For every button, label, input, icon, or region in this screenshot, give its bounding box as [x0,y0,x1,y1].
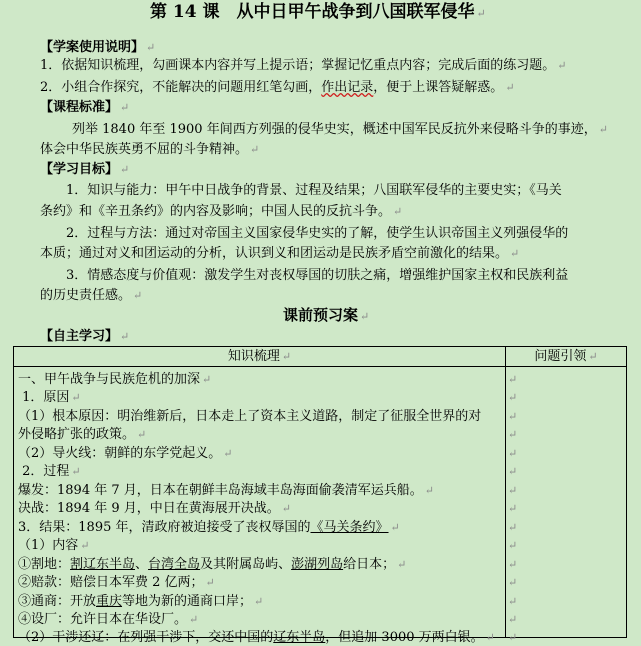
list-item: （1）根本原因：明治维新后，日本走上了资本主义道路，制定了征服全世界的对 [18,409,482,424]
list-item: ③通商：开放重庆等地为新的通商口岸； ↵ [18,594,264,609]
paragraph-mark: ↵ [508,502,518,515]
self-study-header: 【自主学习】 ↵ [40,329,130,344]
paragraph-mark: ↵ [508,613,518,626]
list-item: 3．结果：1895 年，清政府被迫接受了丧权辱国的《马关条约》 ↵ [18,520,400,535]
lesson-title: 第 14 课 从中日甲午战争到八国联军侵华 ↵ [150,2,486,22]
usage-item-2: 2．小组合作探究，不能解决的问题用红笔勾画，作出记录，便于上课答疑解惑。 ↵ [40,80,515,95]
goals-header: 【学习目标】 ↵ [40,162,130,177]
table-row [14,367,627,638]
list-item: 爆发：1894 年 7 月，日本在朝鲜丰岛海域丰岛海面偷袭清军运兵船。 ↵ [18,483,434,498]
list-item: 2．过程 ↵ [22,464,81,479]
col-header-questions: 问题引领 ↵ [506,347,627,367]
knowledge-cell [14,367,506,645]
standard-text-2: 体会中华民族英勇不屈的斗争精神。 ↵ [40,142,260,157]
list-item: 一、甲午战争与民族危机的加深 ↵ [18,372,212,387]
list-item: 决战：1894 年 9 月，中日在黄海展开决战。 ↵ [18,501,291,516]
list-item: ①割地：割辽东半岛、台湾全岛及其附属岛屿、澎湖列岛给日本； ↵ [18,557,407,572]
paragraph-mark: ↵ [508,576,518,589]
questions-cell [506,367,627,644]
goal-1-line-2: 条约》和《辛丑条约》的内容及影响；中国人民的反抗斗争。 ↵ [40,204,403,219]
paragraph-mark: ↵ [508,521,518,534]
list-item: 1．原因 ↵ [22,390,81,405]
paragraph-mark: ↵ [508,373,518,386]
standard-header: 【课程标准】 ↵ [40,100,130,115]
usage-header: 【学案使用说明】 ↵ [40,40,156,55]
paragraph-mark: ↵ [508,391,518,404]
list-item: （1）内容 ↵ [18,538,90,553]
paragraph-mark: ↵ [508,484,518,497]
list-item: ②赔款：赔偿日本军费 2 亿两； ↵ [18,575,215,590]
goal-3-line-2: 的历史责任感。 ↵ [40,288,143,303]
list-item: 外侵略扩张的政策。 ↵ [18,427,147,442]
goal-3-line-1: 3．情感态度与价值观：激发学生对丧权辱国的切肤之痛，增强维护国家主权和民族利益 [66,268,569,283]
standard-text-1: 列举 1840 年至 1900 年间西方列强的侵华史实，概述中国军民反抗外来侵略斗争的事迹， ↵ [72,122,608,137]
paragraph-mark: ↵ [508,410,518,423]
paragraph-mark: ↵ [508,631,518,644]
paragraph-mark: ↵ [508,539,518,552]
list-item: ④设厂：允许日本在华设厂。 ↵ [18,612,199,627]
paragraph-mark: ↵ [508,447,518,460]
preview-title: 课前预习案 ↵ [283,306,370,324]
table-header-row [14,347,627,367]
goal-2-line-1: 2．过程与方法：通过对帝国主义国家侵华史实的了解，使学生认识帝国主义列强侵华的 [66,226,569,241]
list-item: （2）导火线：朝鲜的东学党起义。 ↵ [18,446,233,461]
paragraph-mark: ↵ [508,595,518,608]
paragraph-mark: ↵ [508,558,518,571]
usage-item-1: 1．依据知识梳理，勾画课本内容并写上提示语；掌握记忆重点内容；完成后面的练习题。 ↵ [40,58,567,73]
list-item: （2）干涉还辽：在列强干涉下，交还中国的辽东半岛，但追加 3000 万两白银。 ↵ [18,630,495,645]
goal-2-line-2: 本质；通过对义和团运动的分析，认识到义和团运动是民族矛盾空前激化的结果。 ↵ [40,246,520,261]
goal-1-line-1: 1．知识与能力：甲午中日战争的背景、过程及结果；八国联军侵华的主要史实；《马关 [66,183,562,198]
knowledge-table [13,346,627,645]
paragraph-mark: ↵ [508,465,518,478]
paragraph-mark: ↵ [508,428,518,441]
col-header-knowledge: 知识梳理 ↵ [14,347,506,367]
